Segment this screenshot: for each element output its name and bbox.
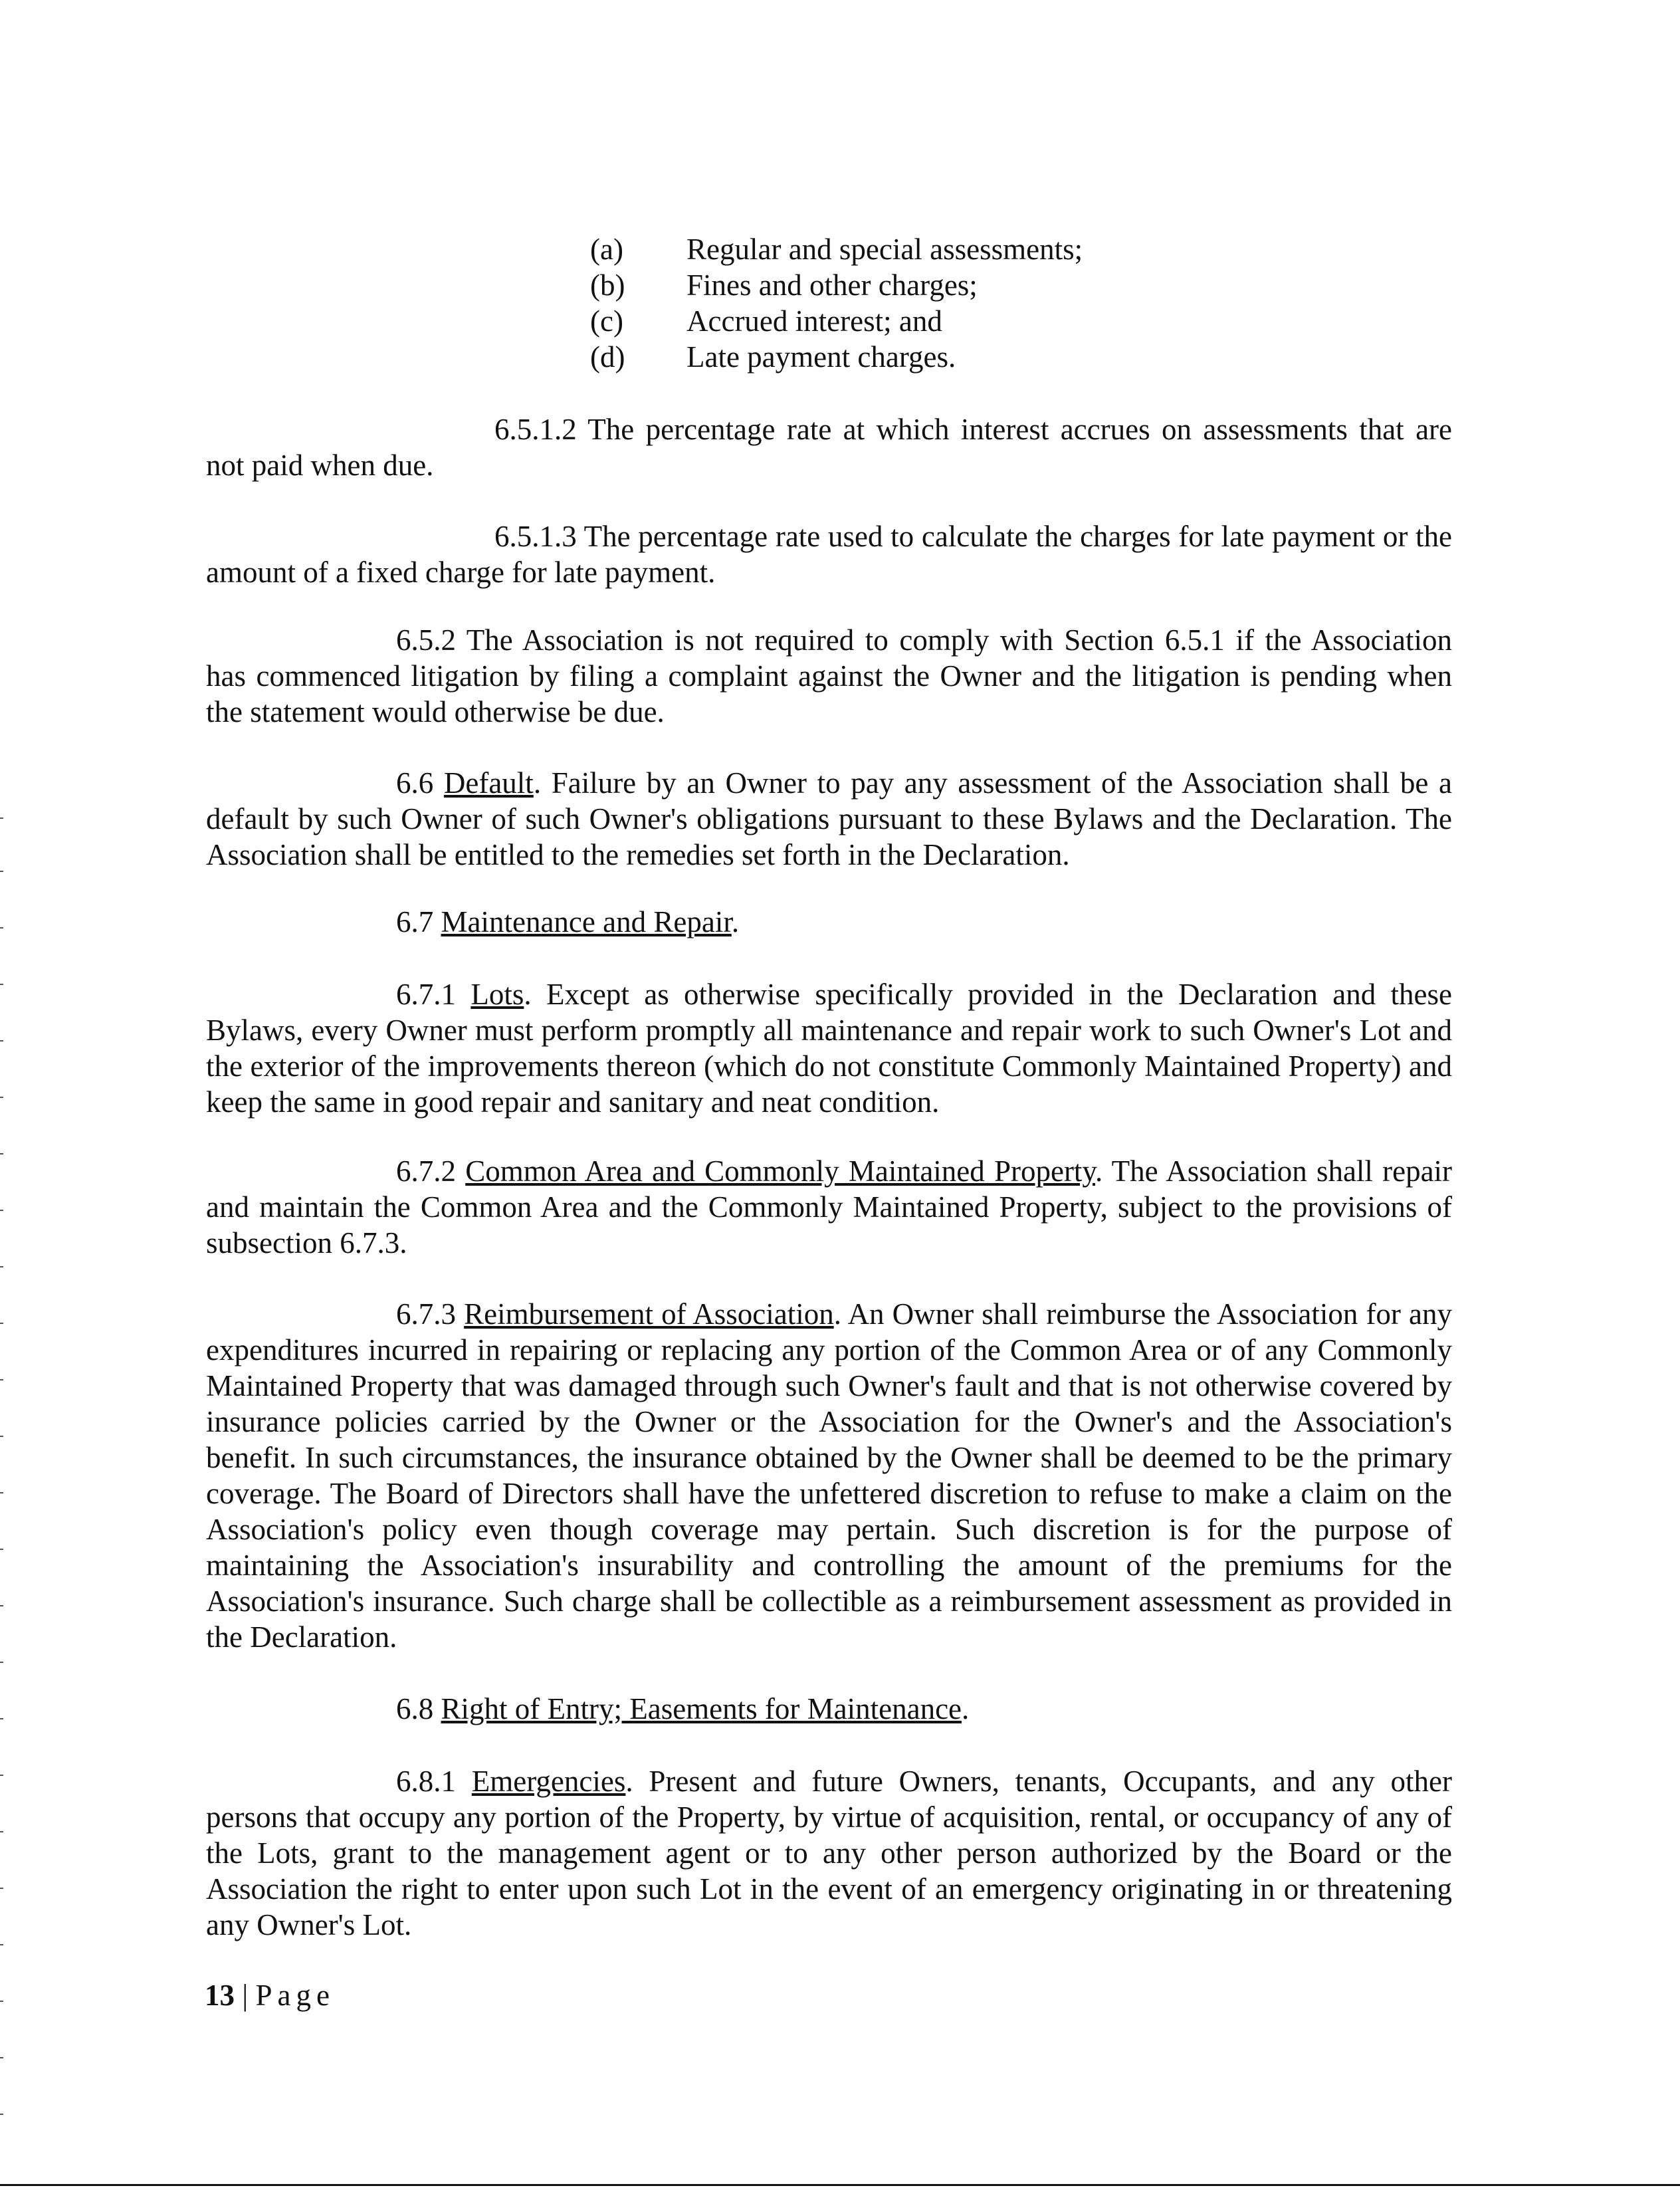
section-number: 6.8.1 — [396, 1765, 456, 1798]
paragraph-6-5-2: 6.5.2 The Association is not required to comply with Section 6.5.1 if the Association has commenced litigation by filing a complaint against the Owner and the litigation is pending when the statement would otherwise be due. — [206, 623, 1452, 728]
scan-edge-marks — [0, 0, 4, 2190]
page-footer — [205, 1977, 335, 2013]
paragraph-6-8-1: 6.8.1 Emergencies. Present and future Owners, tenants, Occupants, and any other persons that occupy any portion of the Property, by virtue of acquisition, rental, or occupancy of any of the Lots, grant to the management agent or to any other person authorized by the Board or the Association the right to enter upon such Lot in the event of an emergency originating in or threatening any Owner's Lot. — [206, 1765, 1453, 1941]
section-number: 6.6 — [396, 766, 434, 800]
section-heading: Maintenance and Repair — [441, 905, 732, 938]
paragraph-6-8: 6.8 Right of Entry; Easements for Maintenance. — [396, 1692, 970, 1725]
paragraph-6-7-1: 6.7.1 Lots. Except as otherwise specifically provided in the Declaration and these Bylaws, every Owner must perform promptly all maintenance and repair work to such Owner's Lot and the exterior of the improvements thereon (which do not constitute Commonly Maintained Property) and keep the same in good repair and sanitary and neat condition. — [206, 978, 1453, 1119]
paragraph-6-7: 6.7 Maintenance and Repair. — [396, 905, 740, 938]
section-heading: Reimbursement of Association — [464, 1297, 834, 1331]
section-heading: Emergencies — [471, 1765, 626, 1798]
list-item-label: (c) — [590, 304, 623, 338]
list-item-text: Regular and special assessments; — [686, 233, 1083, 266]
section-body: The Association shall repair and maintain the Common Area and the Commonly Maintained Property, subject to the provisions of subsection 6.7.3. — [206, 1154, 1453, 1259]
section-body: Present and future Owners, tenants, Occupants, and any other persons that occupy any portion of the Property, by virtue of acquisition, rental, or occupancy of any of the Lots, grant to the management agent or to any other person authorized by the Board or the Association the right to enter upon such Lot in the event of an emergency originating in or threatening any Owner's Lot. — [206, 1765, 1453, 1941]
section-heading: Lots — [471, 978, 524, 1011]
list-item — [590, 303, 1083, 339]
page-number: 13 — [205, 1979, 235, 2012]
paragraph-6-6: 6.6 Default. Failure by an Owner to pay any assessment of the Association shall be a default by such Owner of such Owner's obligations pursuant to these Bylaws and the Declaration. The Association shall be entitled to the remedies set forth in the Declaration. — [206, 766, 1453, 871]
assessment-items-list — [590, 231, 1083, 375]
section-number: 6.7.1 — [396, 978, 456, 1011]
section-number: 6.7.3 — [396, 1297, 456, 1331]
section-number: 6.7.2 — [396, 1154, 456, 1188]
paragraph-6-5-1-3: 6.5.1.3 The percentage rate used to calculate the charges for late payment or the amount of a fixed charge for late payment. — [206, 520, 1452, 589]
paragraph-6-7-3: 6.7.3 Reimbursement of Association. An Owner shall reimburse the Association for any expenditures incurred in repairing or replacing any portion of the Common Area or of any Commonly Maintained Property that was damaged through such Owner's fault and that is not otherwise covered by insurance policies carried by the Owner or the Association for the Owner's and the Association's benefit. In such circumstances, the insurance obtained by the Owner shall be deemed to be the primary coverage. The Board of Directors shall have the unfettered discretion to refuse to make a claim on the Association's policy even though coverage may pertain. Such discretion is for the purpose of maintaining the Association's insurability and controlling the amount of the premiums for the Association's insurance. Such charge shall be collectible as a reimbursement assessment as provided in the Declaration. — [206, 1297, 1452, 1654]
section-heading: Common Area and Commonly Maintained Property — [465, 1154, 1096, 1188]
bottom-border-line — [0, 2184, 1680, 2186]
list-item — [590, 267, 1083, 303]
list-item-text: Fines and other charges; — [686, 269, 978, 302]
list-item-text: Accrued interest; and — [686, 304, 942, 338]
section-body: Failure by an Owner to pay any assessment of the Association shall be a default by such Owner of such Owner's obligations pursuant to these Bylaws and the Declaration. The Association shall be entitled to the remedies set forth in the Declaration. — [206, 766, 1453, 871]
paragraph-6-7-2: 6.7.2 Common Area and Commonly Maintained Property. The Association shall repair and maintain the Common Area and the Commonly Maintained Property, subject to the provisions of subsection 6.7.3. — [206, 1154, 1453, 1259]
section-number: 6.8 — [396, 1692, 434, 1725]
section-body: Except as otherwise specifically provided in the Declaration and these Bylaws, every Owner must perform promptly all maintenance and repair work to such Owner's Lot and the exterior of the improvements thereon (which do not constitute Commonly Maintained Property) and keep the same in good repair and sanitary and neat condition. — [206, 978, 1453, 1119]
list-item-label: (b) — [590, 269, 625, 302]
list-item-text: Late payment charges. — [686, 340, 956, 374]
page-label: Page — [255, 1979, 335, 2012]
section-heading: Right of Entry; Easements for Maintenance — [441, 1692, 962, 1725]
section-heading: Default — [443, 766, 534, 800]
list-item-label: (d) — [590, 340, 625, 374]
footer-separator: | — [242, 1979, 249, 2012]
list-item-label: (a) — [590, 233, 623, 266]
paragraph-6-5-1-2: 6.5.1.2 The percentage rate at which interest accrues on assessments that are not paid when due. — [206, 413, 1452, 482]
list-item — [590, 339, 1083, 375]
list-item — [590, 231, 1083, 267]
section-body: An Owner shall reimburse the Association for any expenditures incurred in repairing or replacing any portion of the Common Area or of any Commonly Maintained Property that was damaged through such Owner's fault and that is not otherwise covered by insurance policies carried by the Owner or the Association for the Owner's and the Association's benefit. In such circumstances, the insurance obtained by the Owner shall be deemed to be the primary coverage. The Board of Directors shall have the unfettered discretion to refuse to make a claim on the Association's policy even though coverage may pertain. Such discretion is for the purpose of maintaining the Association's insurability and controlling the amount of the premiums for the Association's insurance. Such charge shall be collectible as a reimbursement assessment as provided in the Declaration. — [206, 1297, 1452, 1654]
section-number: 6.7 — [396, 905, 434, 938]
